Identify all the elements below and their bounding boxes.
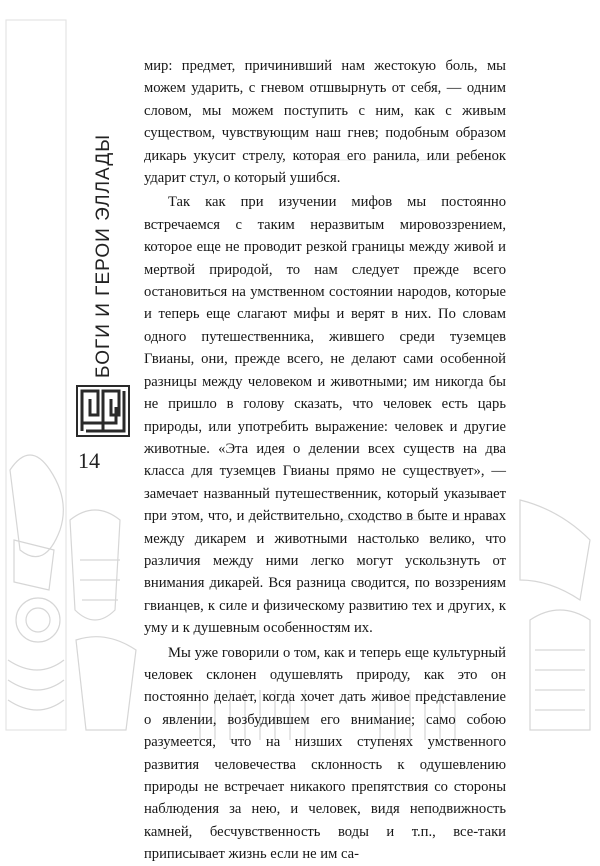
paragraph-1: мир: предмет, причинивший нам жестокую боль, мы можем ударить, с гневом отшвырнуть от себя, — одним словом, мы можем поступить с ним, как с живым существом, чувствующим наш гнев; подобным образом дикарь укусит стрелу, которая его ранила, или ребенок ударит стул, о который ушибся.: [144, 58, 506, 187]
page-number: 14: [78, 448, 100, 473]
main-text: [144, 55, 506, 866]
paragraph-3: Мы уже говорили о том, как и теперь еще культурный человек склонен одушевлять природу, как это он постоянно делает, когда хочет дать живое представление о явлении, возбудившем его внимание; само собою разумеется, что на низших ступенях умственного развития человечества склонность к одушевлению природы не встречает никакого препятствия со стороны наблюдения за нею, и человек, видя неподвижность камней, бесчувственность воды и т.п., все-таки приписывает жизнь если не им са-: [144, 644, 506, 863]
paragraph-2: Так как при изучении мифов мы постоянно встречаемся с таким неразвитым мировоззрением, которое еще не проводит резкой границы между живой и мертвой природой, то нам следует прежде всего остановиться на умственном состоянии народов, которые и теперь еще слагают мифы и верят в них. По словам одного путешественника, жившего среди туземцев Гвианы, они, прежде всего, не делают сами особенной разницы между человеком и животными; им никогда бы не пришло в голову сказать, что человек есть царь природы, или употребить выражение: человек и другие животные. «Эта идея о делении всех существ на два класса для туземцев Гвианы прямо не существует», — замечает названный путешественник, который указывает при этом, что, и действительно, сходство в быте и нравах между дикарем и животными настолько велико, что различия между ними легко могут ускользнуть от внимания дикарей. Вся разница сводится, по воззрениям гвианцев, к силе и физическому развитию тех и других, к уму и к душевным особенностям их.: [144, 194, 506, 637]
greek-key-icon: [76, 385, 130, 437]
book-side-title: БОГИ И ГЕРОИ ЭЛЛАДЫ: [93, 133, 114, 379]
